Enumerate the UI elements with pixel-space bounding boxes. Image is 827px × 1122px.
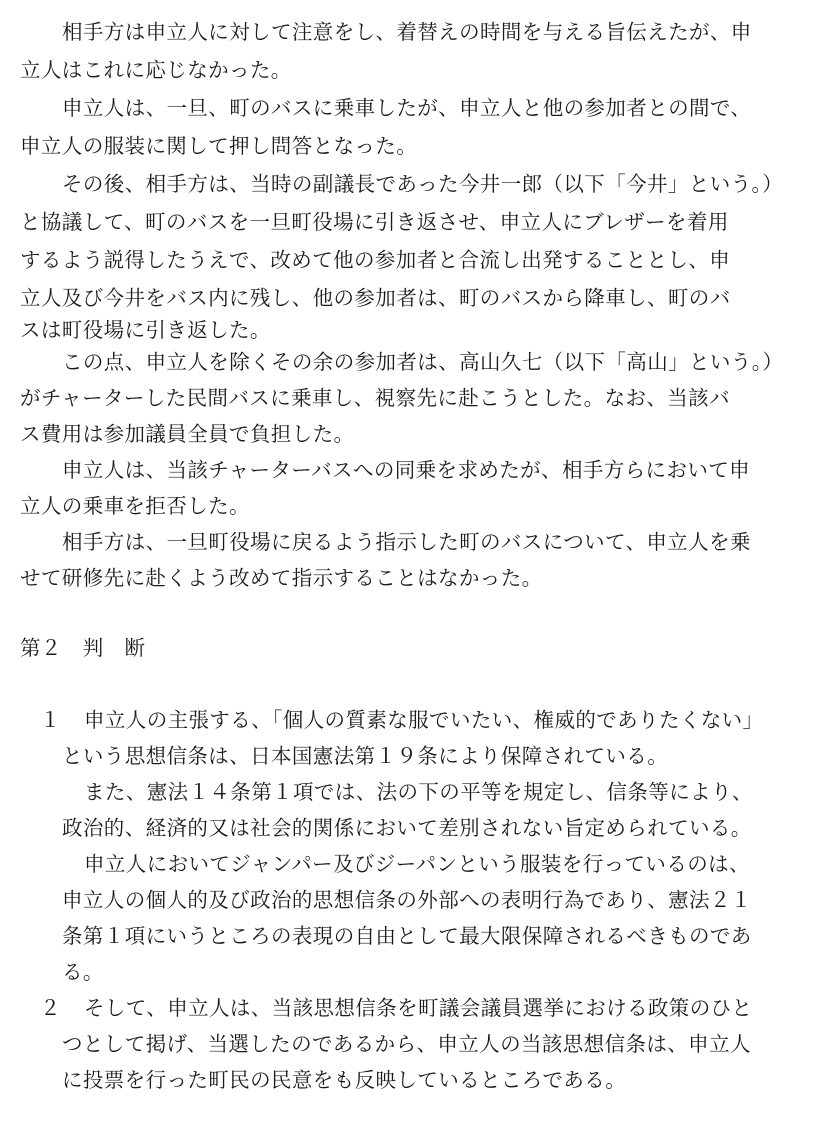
paragraph-line: 相手方は申立人に対して注意をし、着替えの時間を与える旨伝えたが、申 <box>62 20 752 44</box>
paragraph-line: 相手方は、一旦町役場に戻るよう指示した町のバスについて、申立人を乗 <box>62 530 751 554</box>
paragraph-line: せて研修先に赴くよう改めて指示することはなかった。 <box>20 566 543 590</box>
item-line: 申立人においてジャンパー及びジーパンという服装を行っているのは、 <box>84 852 750 876</box>
item-line: という思想信条は、日本国憲法第１９条により保障されている。 <box>62 744 669 768</box>
item-line: そして、申立人は、当該思想信条を町議会議員選挙における政策のひと <box>84 996 753 1020</box>
paragraph-line: と協議して、町のバスを一旦町役場に引き返させ、申立人にブレザーを着用 <box>20 210 729 234</box>
paragraph-line: 申立人は、一旦、町のバスに乗車したが、申立人と他の参加者との間で、 <box>62 96 752 120</box>
paragraph-line: 立人はこれに応じなかった。 <box>20 58 292 82</box>
paragraph-line: その後、相手方は、当時の副議長であった今井一郎（以下「今井」という。） <box>62 172 784 196</box>
item-line: 申立人の個人的及び政治的思想信条の外部への表明行為であり、憲法２１ <box>62 888 752 912</box>
paragraph-line: 立人及び今井をバス内に残し、他の参加者は、町のバスから降車し、町のバ <box>20 286 731 310</box>
section-heading: 第２ 判 断 <box>20 636 146 660</box>
paragraph-line: 申立人は、当該チャーターバスへの同乗を求めたが、相手方らにおいて申 <box>62 458 751 482</box>
paragraph-line: この点、申立人を除くその余の参加者は、高山久七（以下「高山」という。） <box>62 350 784 374</box>
paragraph-line: スは町役場に引き返した。 <box>20 318 271 342</box>
item-line: つとして掲げ、当選したのであるから、申立人の当該思想信条は、申立人 <box>62 1032 751 1056</box>
item-number: ２ <box>40 996 61 1020</box>
item-line: 条第１項にいうところの表現の自由として最大限保障されるべきものであ <box>62 924 752 948</box>
paragraph-line: ス費用は参加議員全員で負担した。 <box>20 422 355 446</box>
item-number: １ <box>40 708 61 732</box>
item-line: また、憲法１４条第１項では、法の下の平等を規定し、信条等により、 <box>84 780 753 804</box>
paragraph-line: がチャーターした民間バスに乗車し、視察先に赴こうとした。なお、当該バ <box>20 386 730 410</box>
item-line: 政治的、経済的又は社会的関係において差別されない旨定められている。 <box>62 816 752 840</box>
paragraph-line: するよう説得したうえで、改めて他の参加者と合流し出発することとし、申 <box>20 248 731 272</box>
paragraph-line: 申立人の服装に関して押し問答となった。 <box>20 134 418 158</box>
item-line: 申立人の主張する、「個人の質素な服でいたい、権威的でありたくない」 <box>84 708 764 732</box>
item-line: に投票を行った町民の民意をも反映しているところである。 <box>62 1068 627 1092</box>
paragraph-line: 立人の乗車を拒否した。 <box>20 494 250 518</box>
item-line: る。 <box>62 960 104 984</box>
